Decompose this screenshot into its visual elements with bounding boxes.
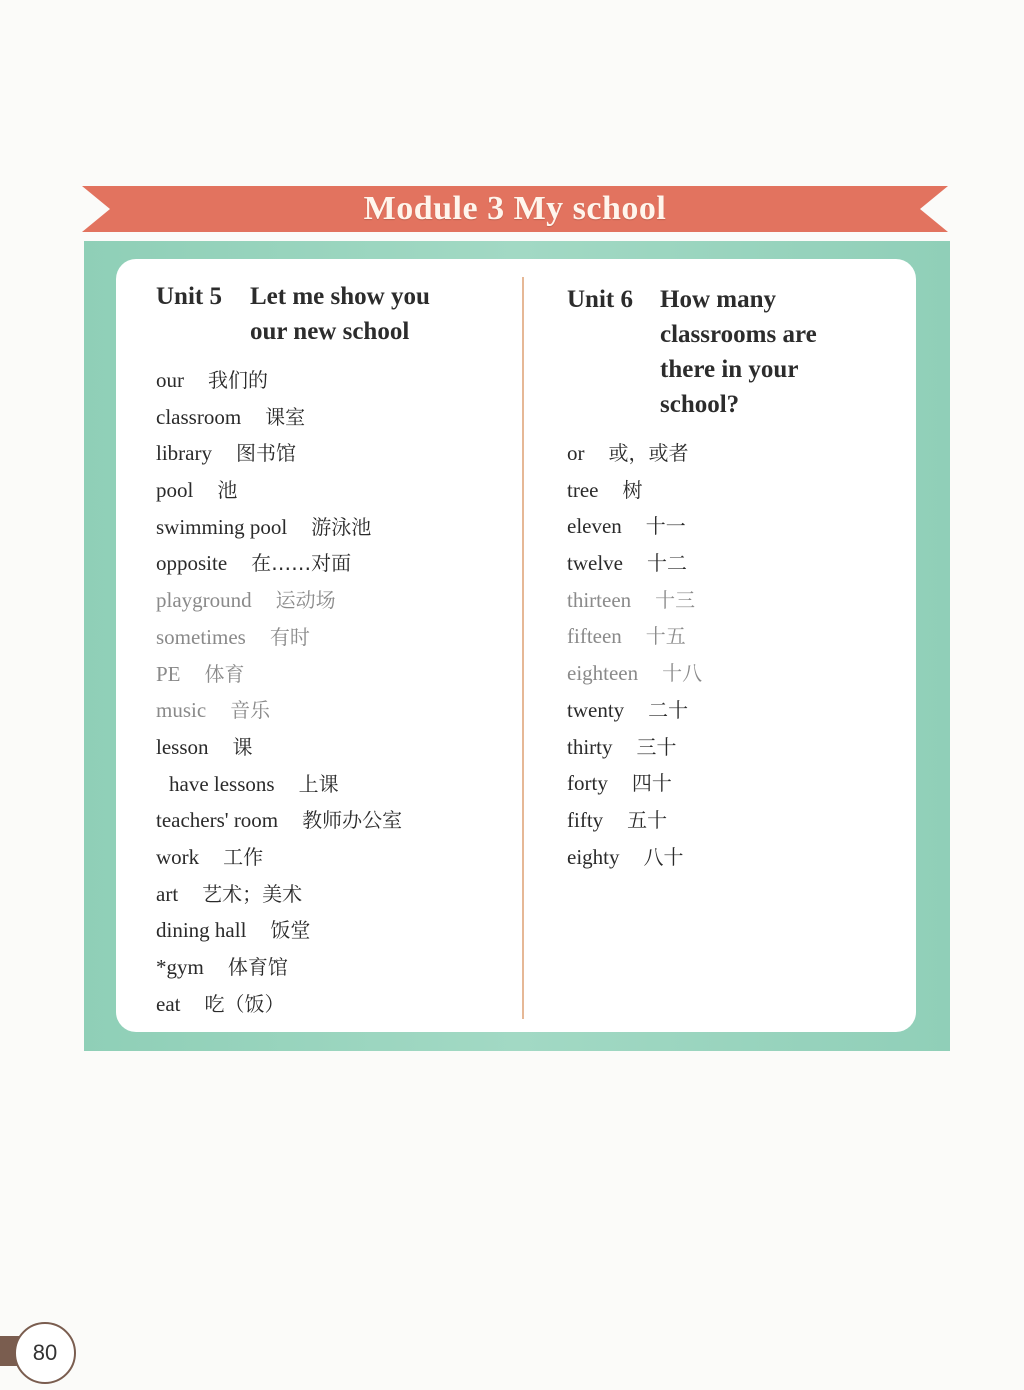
list-item	[567, 545, 702, 582]
list-item	[156, 692, 402, 729]
list-item	[156, 876, 402, 913]
english-word: pool	[156, 478, 194, 503]
chinese-meaning: 游泳池	[311, 514, 372, 539]
chinese-meaning: 饭堂	[270, 918, 311, 943]
chinese-meaning: 课	[232, 734, 253, 759]
chinese-meaning: 我们的	[208, 368, 268, 392]
english-word: eighty	[567, 844, 620, 869]
english-word: or	[567, 441, 585, 465]
english-word: forty	[567, 771, 608, 796]
chinese-meaning: 吃（饭）	[204, 991, 285, 1016]
chinese-meaning: 上课	[298, 771, 339, 796]
english-word: swimming pool	[156, 514, 288, 539]
english-word: library	[156, 441, 212, 466]
list-item	[156, 399, 402, 436]
unit5-word-list	[156, 362, 402, 1022]
chinese-meaning: 课室	[265, 404, 306, 429]
chinese-meaning: 三十	[636, 734, 677, 759]
list-item	[567, 472, 702, 509]
english-word: PE	[156, 661, 181, 686]
list-item	[567, 692, 702, 729]
english-word: eighteen	[567, 661, 639, 686]
english-word: classroom	[156, 404, 242, 429]
list-item	[156, 766, 402, 803]
english-word: teachers' room	[156, 808, 279, 833]
module-title: Module 3 My school	[363, 190, 667, 227]
list-item	[156, 986, 402, 1023]
chinese-meaning: 在……对面	[251, 551, 352, 576]
english-word: twenty	[567, 697, 625, 722]
list-item	[156, 582, 402, 619]
list-item	[567, 435, 702, 472]
unit6-title-line4: school?	[660, 391, 740, 418]
unit5-title-line2: our new school	[250, 318, 410, 345]
chinese-meaning: 十三	[655, 587, 696, 612]
chinese-meaning: 树	[622, 477, 643, 502]
english-word: have lessons	[169, 771, 275, 796]
unit5-title-line1: Let me show you	[250, 283, 430, 310]
chinese-meaning: 体育	[204, 661, 245, 686]
list-item	[156, 435, 402, 472]
unit6-title-line3: there in your	[660, 356, 799, 383]
english-word: fifteen	[567, 624, 622, 649]
chinese-meaning: 二十	[648, 697, 689, 722]
list-item	[156, 509, 402, 546]
list-item	[567, 802, 702, 839]
english-word: lesson	[156, 734, 209, 759]
list-item	[567, 765, 702, 802]
unit6-heading	[567, 282, 887, 422]
unit6-title-line2: classrooms are	[660, 321, 817, 348]
chinese-meaning: 八十	[643, 844, 684, 869]
chinese-meaning: 工作	[223, 844, 264, 869]
chinese-meaning: 或，或者	[608, 441, 689, 465]
chinese-meaning: 教师办公室	[302, 808, 403, 833]
list-item	[156, 362, 402, 399]
english-word: work	[156, 844, 200, 869]
english-word: sometimes	[156, 624, 246, 649]
list-item	[567, 618, 702, 655]
english-word: thirteen	[567, 587, 632, 612]
list-item	[567, 839, 702, 876]
english-word: playground	[156, 588, 252, 613]
chinese-meaning: 音乐	[230, 698, 271, 723]
chinese-meaning: 十五	[645, 624, 686, 649]
chinese-meaning: 十一	[645, 514, 686, 539]
english-word: *gym	[156, 955, 204, 979]
list-item	[156, 656, 402, 693]
unit5-label: Unit 5	[156, 283, 222, 310]
unit6-title-line1: How many	[660, 286, 776, 313]
english-word: art	[156, 881, 179, 906]
page-number: 80	[14, 1322, 76, 1384]
list-item	[156, 472, 402, 509]
list-item	[156, 619, 402, 656]
chinese-meaning: 五十	[627, 807, 668, 832]
english-word: our	[156, 368, 184, 392]
english-word: tree	[567, 477, 599, 502]
english-word: music	[156, 698, 207, 723]
chinese-meaning: 运动场	[275, 588, 336, 613]
chinese-meaning: 四十	[631, 771, 672, 796]
chinese-meaning: 艺术；美术	[202, 881, 303, 906]
module-banner	[82, 186, 948, 232]
chinese-meaning: 有时	[269, 624, 310, 649]
list-item	[156, 545, 402, 582]
chinese-meaning: 十二	[646, 551, 687, 576]
chinese-meaning: 十八	[662, 661, 703, 686]
unit6-word-list	[567, 435, 702, 875]
english-word: eleven	[567, 514, 622, 539]
list-item	[156, 729, 402, 766]
english-word: opposite	[156, 551, 228, 576]
list-item	[567, 508, 702, 545]
list-item	[567, 655, 702, 692]
chinese-meaning: 池	[217, 478, 238, 503]
chinese-meaning: 体育馆	[227, 955, 288, 979]
column-divider	[522, 277, 524, 1019]
list-item	[567, 729, 702, 766]
english-word: thirty	[567, 734, 613, 759]
english-word: eat	[156, 991, 181, 1016]
list-item	[156, 802, 402, 839]
english-word: dining hall	[156, 918, 247, 943]
list-item	[156, 912, 402, 949]
list-item	[156, 949, 402, 986]
list-item	[567, 582, 702, 619]
unit6-label: Unit 6	[567, 286, 633, 313]
chinese-meaning: 图书馆	[235, 441, 296, 466]
unit5-heading	[156, 279, 496, 349]
english-word: twelve	[567, 551, 623, 576]
list-item	[156, 839, 402, 876]
english-word: fifty	[567, 807, 604, 832]
